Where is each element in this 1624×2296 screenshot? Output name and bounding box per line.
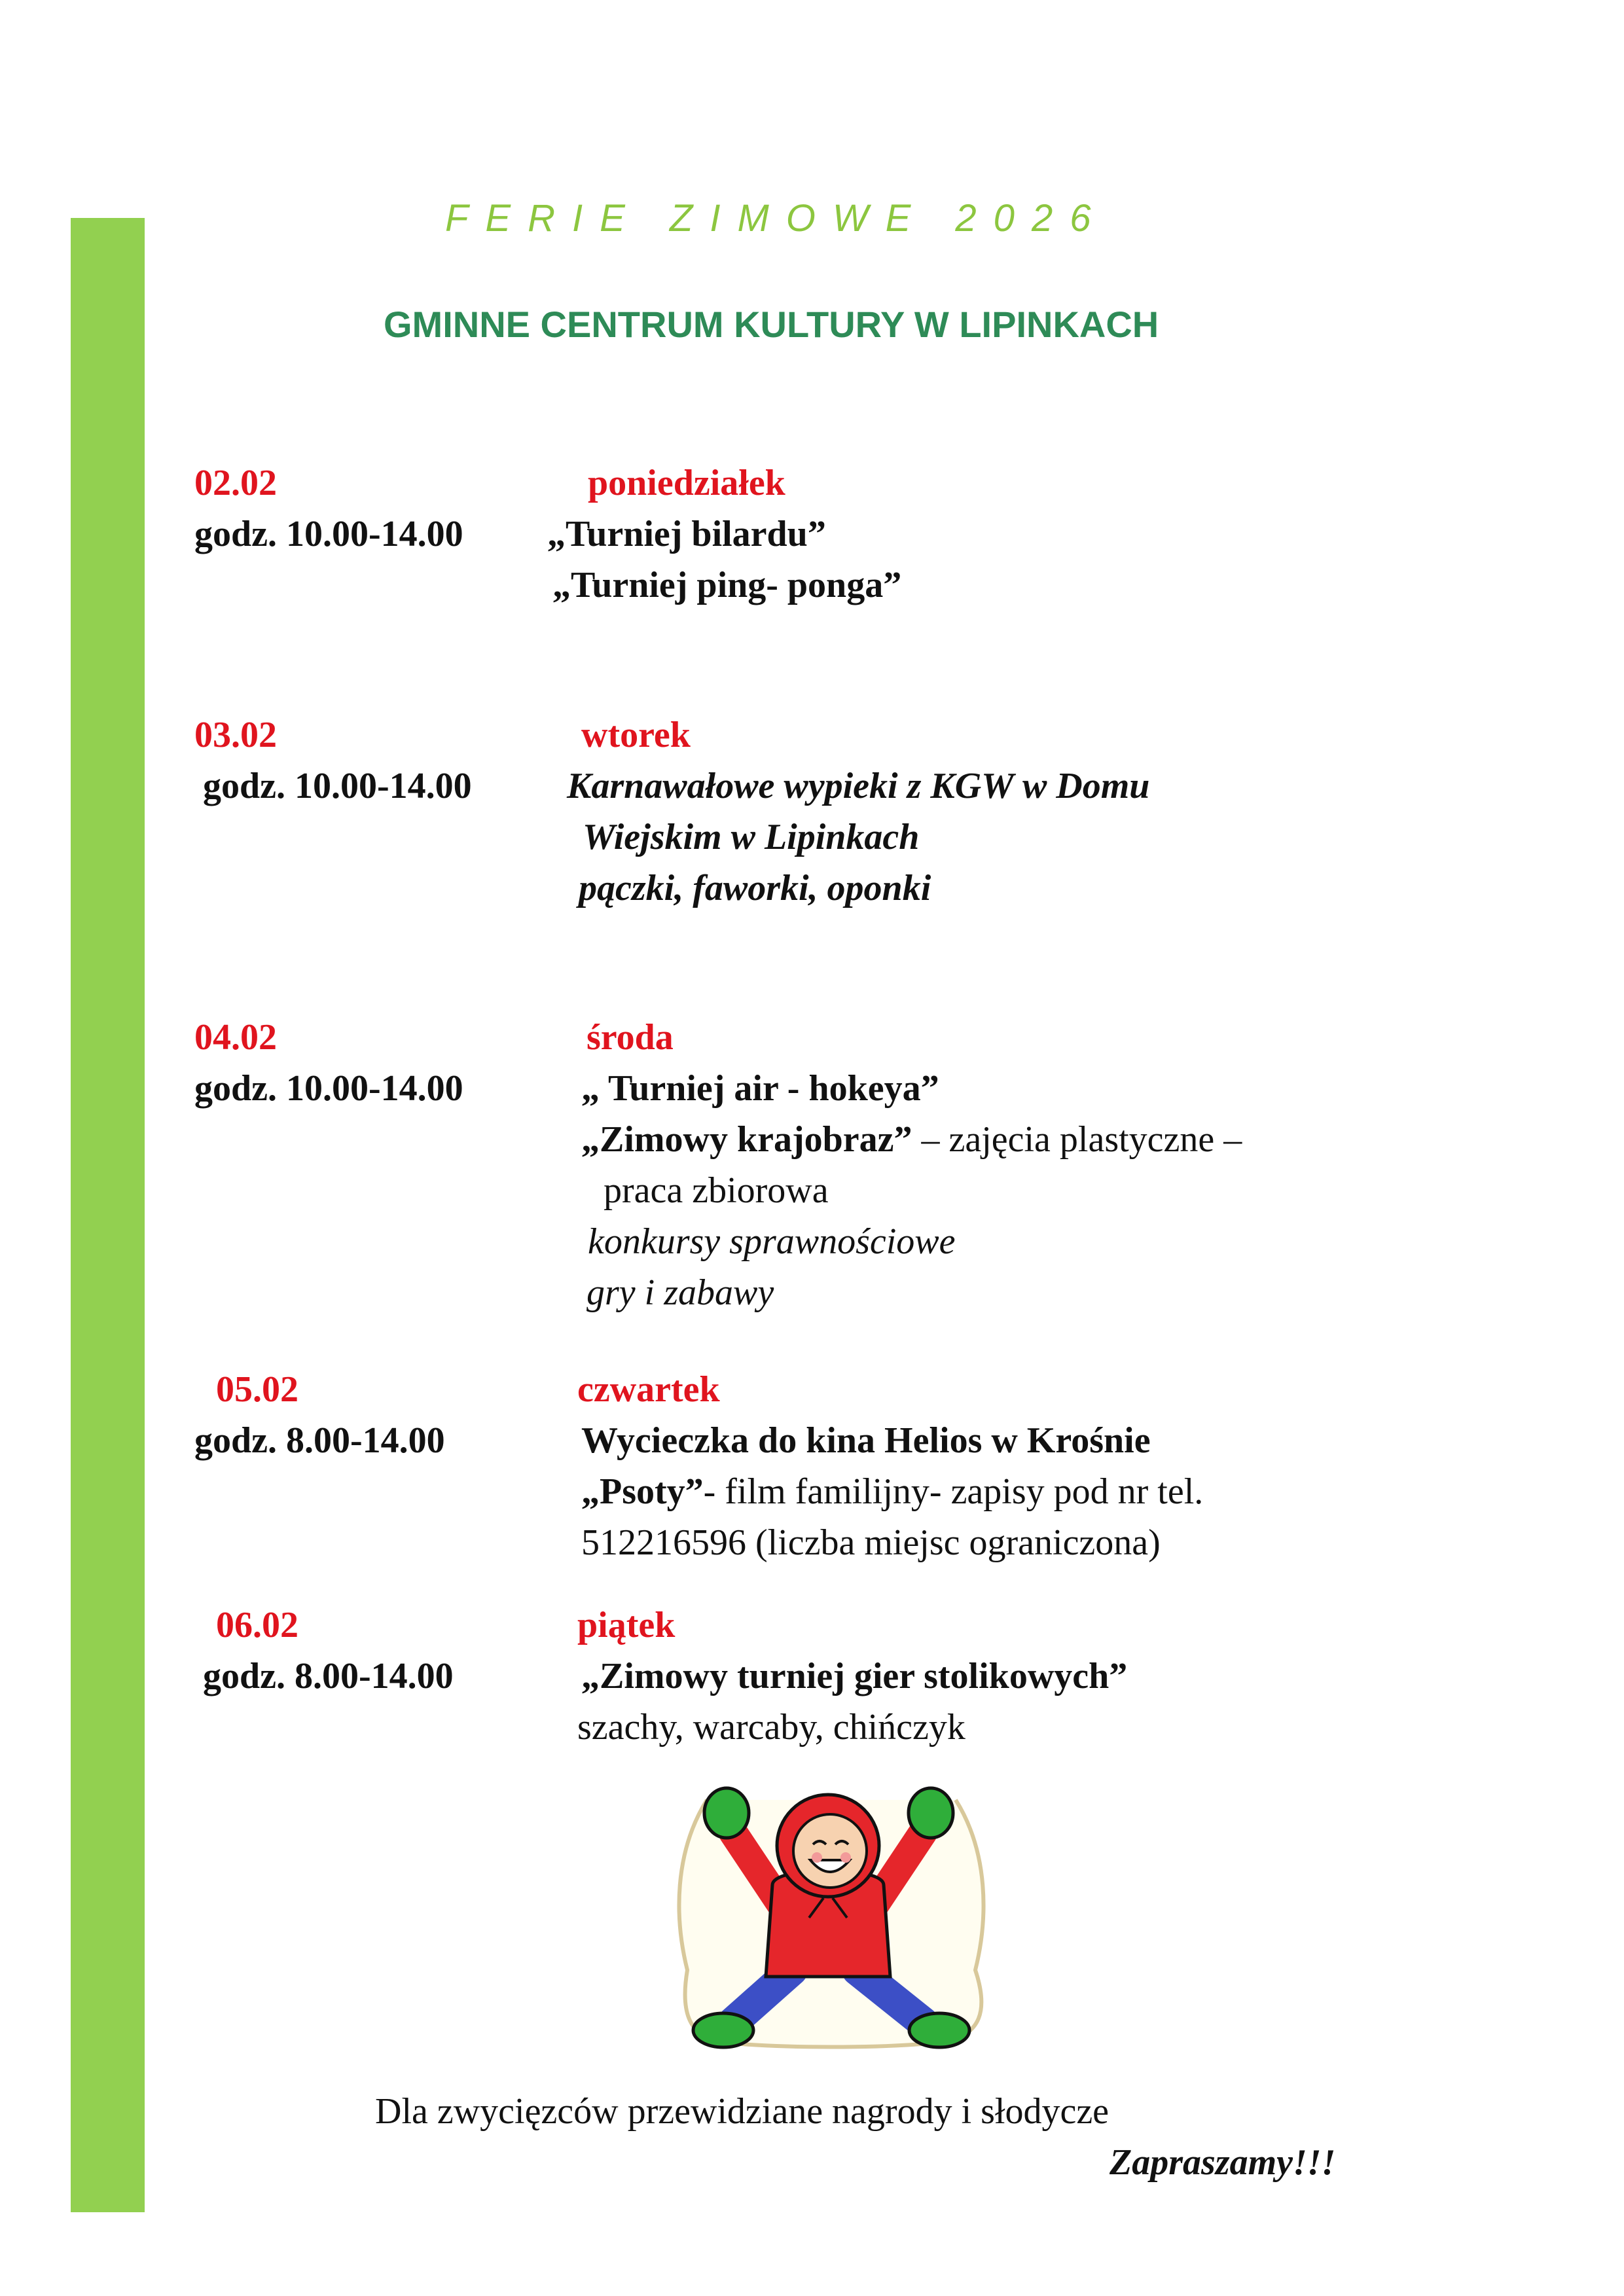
event-line: szachy, warcaby, chińczyk	[577, 1707, 965, 1748]
day-name: piątek	[577, 1605, 676, 1645]
day-date: 03.02	[194, 715, 277, 755]
day-date: 02.02	[194, 463, 277, 503]
event-line	[581, 1115, 1242, 1164]
event-line: „Turniej bilardu”	[547, 514, 826, 554]
event-title: „Zimowy krajobraz”	[581, 1119, 912, 1160]
snow-angel-child-illustration	[661, 1774, 1001, 2055]
event-time: godz. 8.00-14.00	[203, 1656, 454, 1696]
event-line: Wiejskim w Lipinkach	[583, 817, 920, 857]
day-name: czwartek	[577, 1369, 720, 1410]
event-time: godz. 10.00-14.00	[203, 766, 472, 806]
event-description: - film familijny- zapisy pod nr tel.	[703, 1471, 1204, 1512]
event-line: konkursy sprawnościowe	[588, 1221, 956, 1262]
organizer-heading: GMINNE CENTRUM KULTURY W LIPINKACH	[384, 304, 1159, 345]
event-description: – zajęcia plastyczne –	[912, 1119, 1242, 1160]
event-line: Wycieczka do kina Helios w Krośnie	[581, 1420, 1151, 1461]
footer-invite: Zapraszamy!!!	[1110, 2142, 1336, 2183]
event-line: Karnawałowe wypieki z KGW w Domu	[567, 766, 1150, 806]
day-name: poniedziałek	[588, 463, 785, 503]
event-line: „Zimowy turniej gier stolikowych”	[581, 1656, 1128, 1696]
day-date: 04.02	[194, 1017, 277, 1058]
day-name: wtorek	[581, 715, 691, 755]
event-line: „ Turniej air - hokeya”	[581, 1068, 939, 1109]
event-line: gry i zabawy	[586, 1272, 774, 1313]
day-date: 05.02	[216, 1369, 298, 1410]
event-title: „Psoty”	[581, 1471, 704, 1512]
event-line: „Turniej ping- ponga”	[552, 565, 902, 605]
event-time: godz. 10.00-14.00	[194, 514, 463, 554]
event-line	[581, 1467, 1203, 1516]
green-side-bar	[71, 218, 145, 2212]
day-name: środa	[586, 1017, 674, 1058]
event-line: praca zbiorowa	[604, 1170, 829, 1211]
event-line: 512216596 (liczba miejsc ograniczona)	[581, 1522, 1161, 1563]
day-date: 06.02	[216, 1605, 298, 1645]
event-time: godz. 8.00-14.00	[194, 1420, 445, 1461]
event-line: pączki, faworki, oponki	[579, 868, 931, 908]
footer-note: Dla zwycięzców przewidziane nagrody i słodycze	[375, 2091, 1110, 2132]
event-time: godz. 10.00-14.00	[194, 1068, 463, 1109]
page-title: FERIE ZIMOWE 2026	[445, 197, 1108, 240]
